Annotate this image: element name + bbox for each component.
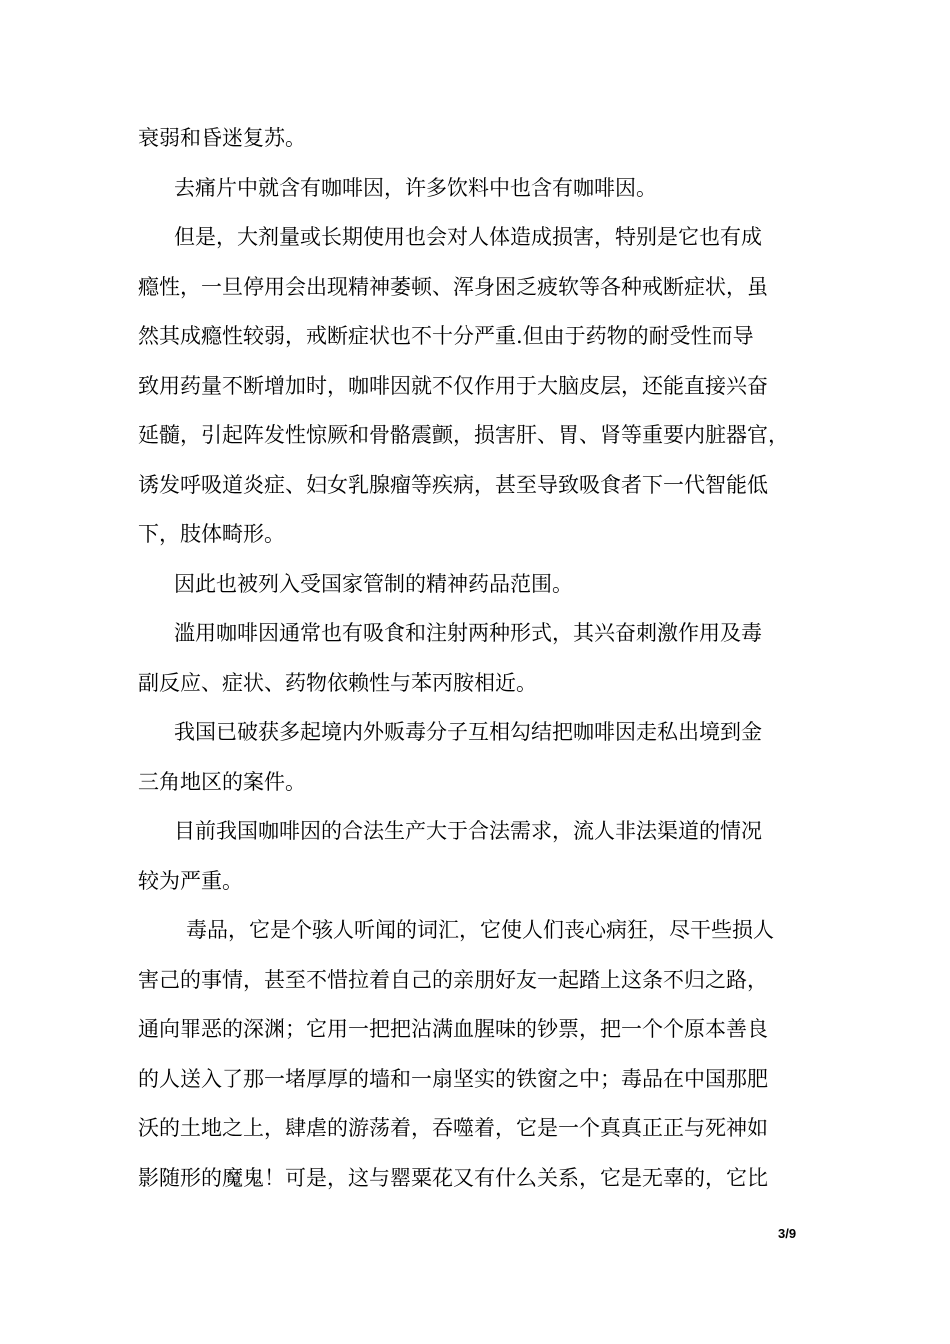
- text-line: 目前我国咖啡因的合法生产大于合法需求，流人非法渠道的情况: [174, 819, 762, 843]
- text-line: 滥用咖啡因通常也有吸食和注射两种形式，其兴奋刺激作用及毒: [174, 621, 762, 645]
- text-line: 较为严重。: [138, 868, 243, 893]
- text-line: 去痛片中就含有咖啡因，许多饮料中也含有咖啡因。: [174, 175, 657, 200]
- text-line: 三角地区的案件。: [138, 769, 306, 794]
- text-line: 因此也被列入受国家管制的精神药品范围。: [174, 571, 573, 596]
- text-line: 害己的事情，甚至不惜拉着自己的亲朋好友一起踏上这条不归之路，: [138, 967, 768, 992]
- page-number: 3/9: [778, 1226, 797, 1241]
- text-line: 副反应、症状、药物依赖性与苯丙胺相近。: [138, 670, 537, 695]
- text-line: 通向罪恶的深渊；它用一把把沾满血腥味的钞票，把一个个原本善良: [138, 1017, 768, 1041]
- text-line: 沃的土地之上，肆虐的游荡着，吞噬着，它是一个真真正正与死神如: [138, 1116, 768, 1140]
- text-line: 致用药量不断增加时，咖啡因就不仅作用于大脑皮层，还能直接兴奋: [138, 373, 768, 398]
- text-line: 的人送入了那一堵厚厚的墙和一扇坚实的铁窗之中；毒品在中国那肥: [138, 1066, 768, 1091]
- text-line: 但是，大剂量或长期使用也会对人体造成损害，特别是它也有成: [174, 225, 762, 249]
- text-line: 诱发呼吸道炎症、妇女乳腺瘤等疾病，甚至导致吸食者下一代智能低: [138, 472, 768, 497]
- text-line: 瘾性，一旦停用会出现精神萎顿、浑身困乏疲软等各种戒断症状，虽: [138, 274, 768, 299]
- text-line: 我国已破获多起境内外贩毒分子互相勾结把咖啡因走私出境到金: [174, 720, 762, 744]
- text-line: 毒品，它是个骇人听闻的词汇，它使人们丧心病狂，尽干些损人: [186, 918, 774, 942]
- text-line: 影随形的魔鬼！可是，这与罂粟花又有什么关系，它是无辜的，它比: [138, 1165, 768, 1190]
- body-text: [138, 114, 838, 1203]
- text-line: 延髓，引起阵发性惊厥和骨骼震颤，损害肝、胃、肾等重要内脏器官，: [138, 423, 789, 447]
- text-line: 衰弱和昏迷复苏。: [138, 126, 306, 150]
- text-line: 然其成瘾性较弱，戒断症状也不十分严重.但由于药物的耐受性而导: [138, 324, 754, 348]
- text-line: 下，肢体畸形。: [138, 522, 285, 546]
